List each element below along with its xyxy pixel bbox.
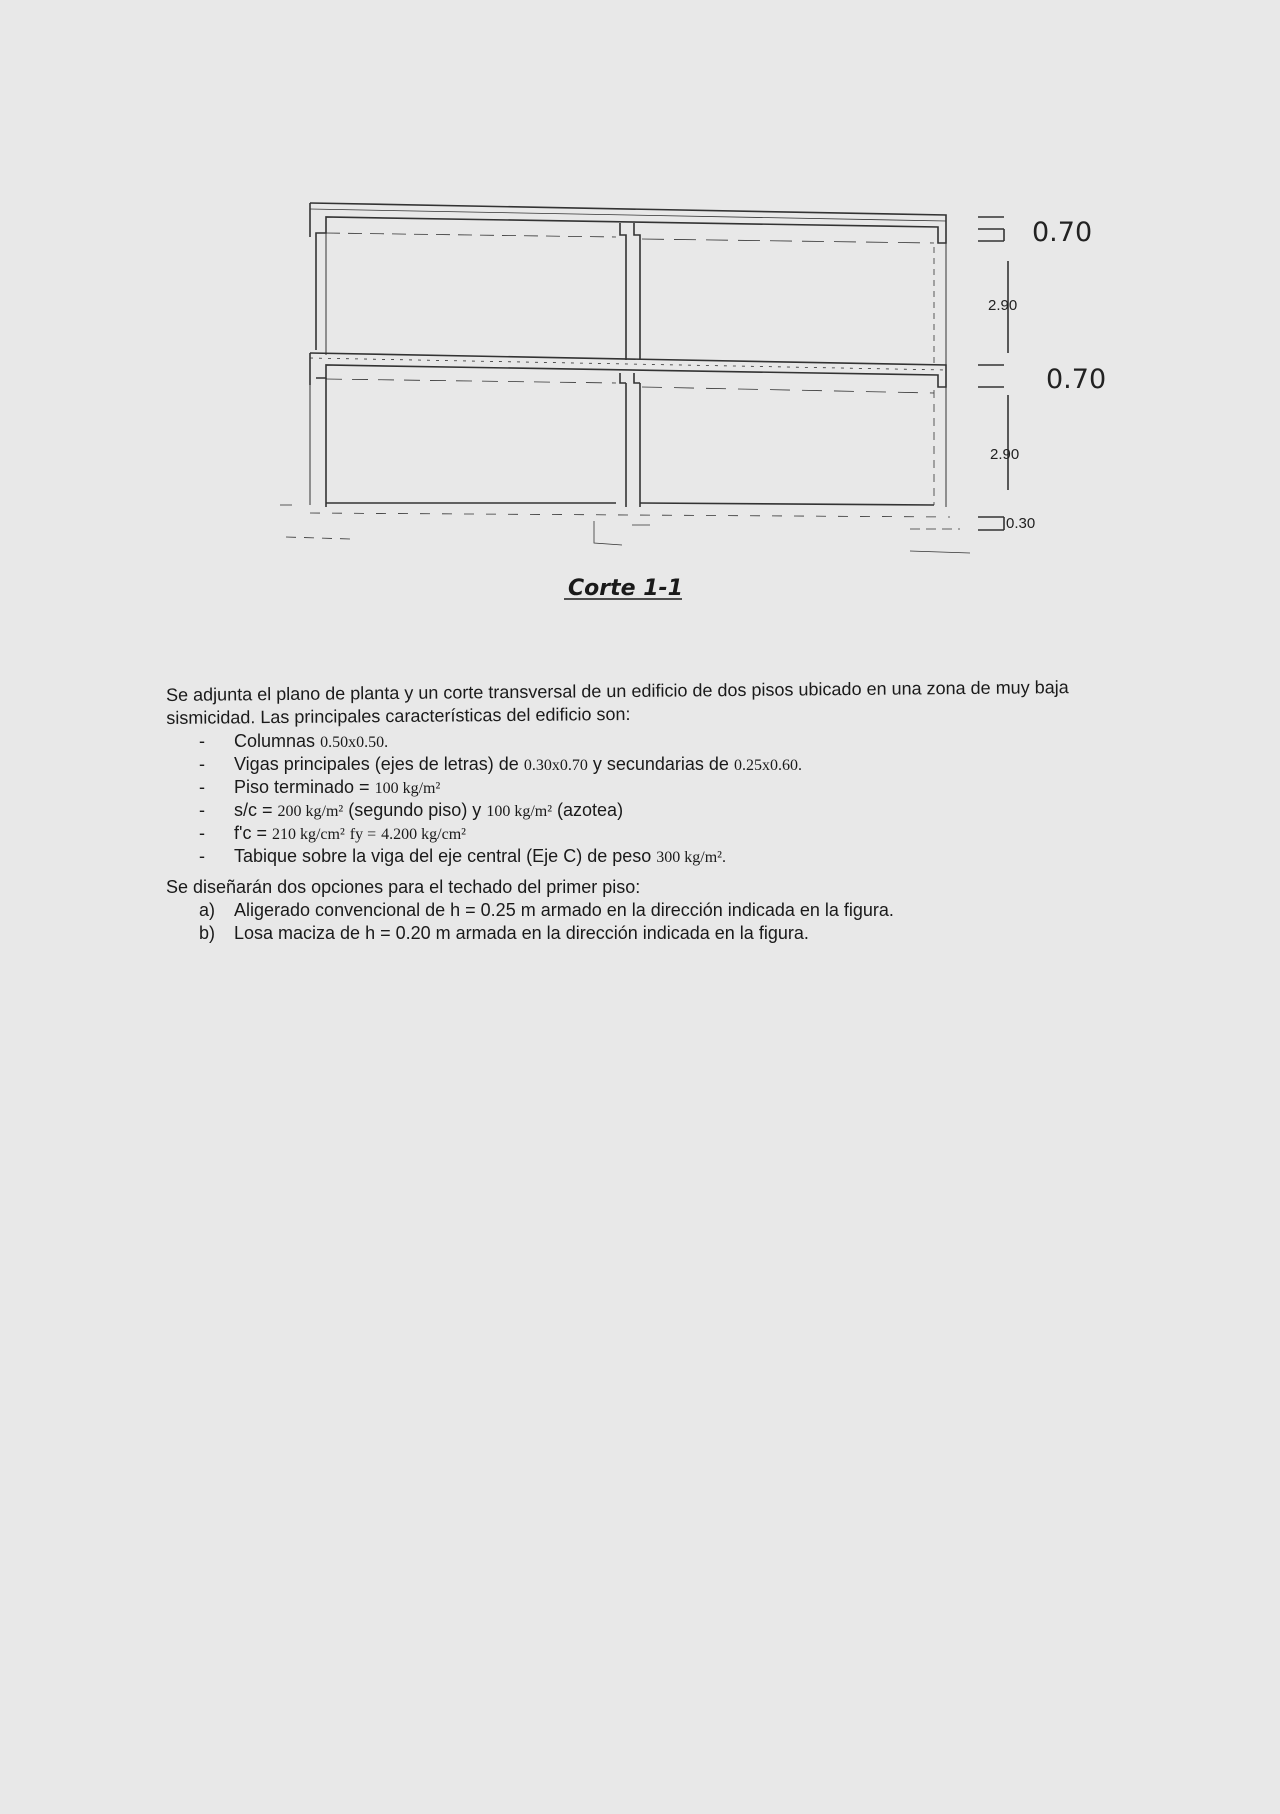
floor-slab xyxy=(310,353,946,387)
intro-paragraph: Se adjunta el plano de planta y un corte transversal de un edificio de dos pisos ubicado en una zona de muy baja sismicidad. Las principales características del edificio son: xyxy=(166,677,1069,728)
drawing-caption: Corte 1-1 xyxy=(568,576,683,601)
options-intro: Se diseñarán dos opciones para el techado del primer piso: xyxy=(166,877,641,897)
section-drawing xyxy=(270,195,1150,615)
list-item: - Tabique sobre la viga del eje central (Eje C) de peso 300 kg/m². xyxy=(199,845,1136,868)
list-item: - Piso terminado = 100 kg/m² xyxy=(199,776,1136,799)
hand-label-upper-beam: 0.70 xyxy=(1032,217,1093,248)
list-item: - Vigas principales (ejes de letras) de 0.30x0.70 y secundarias de 0.25x0.60. xyxy=(199,753,1136,776)
dim-base: 0.30 xyxy=(1006,515,1036,532)
roof-slab xyxy=(310,203,946,243)
hand-label-lower-beam: 0.70 xyxy=(1046,364,1107,395)
list-item: - f'c = 210 kg/cm² fy = 4.200 kg/cm² xyxy=(199,822,1136,845)
list-item: a) Aligerado convencional de h = 0.25 m armado en la dirección indicada en la figura. xyxy=(199,900,894,920)
dim-upper-story: 2.90 xyxy=(988,297,1018,314)
description-block xyxy=(166,677,1136,945)
list-item: b) Losa maciza de h = 0.20 m armada en la dirección indicada en la figura. xyxy=(199,923,809,943)
characteristics-list xyxy=(166,730,1136,868)
list-item: - Columnas 0.50x0.50. xyxy=(199,730,1136,753)
middle-column-upper xyxy=(620,223,626,360)
options-list xyxy=(166,899,1136,945)
dim-lower-story: 2.90 xyxy=(990,446,1020,463)
list-item: - s/c = 200 kg/m² (segundo piso) y 100 kg/m² (azotea) xyxy=(199,799,1136,822)
